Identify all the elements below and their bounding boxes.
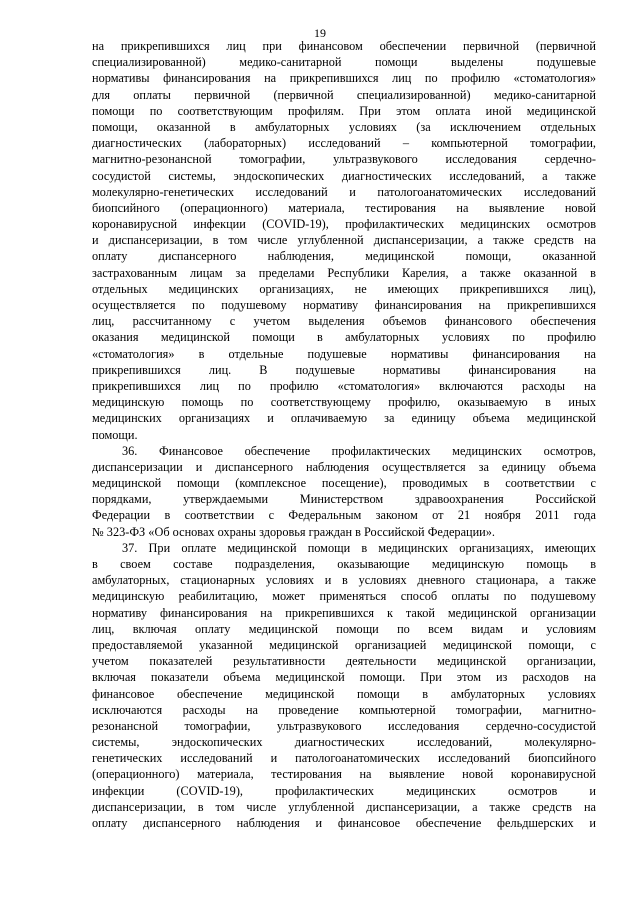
- text-line: на прикрепившихся лиц при финансовом обеспечении первичной (первичной: [92, 39, 596, 53]
- text-line: «стоматология» в отдельные подушевые нормативы финансирования на: [92, 346, 596, 361]
- text-line: медицинскую реабилитацию, может применяться способ оплаты по подушевому: [92, 589, 596, 604]
- text-line: оплату диспансерного наблюдения, медицинской помощи, оказанной: [92, 249, 596, 264]
- text-line: помощи по соответствующим профилям. При этом оплата иной медицинской: [92, 103, 596, 118]
- text-line: медицинских организациях и оплачиваемую за единицу объема медицинской: [92, 411, 596, 426]
- text-line: оплату диспансерного наблюдения и финансовое обеспечение фельдшерских и: [92, 816, 596, 830]
- text-line: исключаются расходы на проведение компьютерной томографии, магнитно-: [92, 702, 596, 717]
- text-line: включая показатели объема медицинской помощи. При этом из расходов на: [92, 670, 596, 685]
- text-line: и диспансеризации, в том числе углубленной диспансеризации, а также средств на: [92, 233, 596, 248]
- text-line: 37. При оплате медицинской помощи в медицинских организациях, имеющих: [122, 540, 596, 555]
- text-line: медицинской помощи (комплексное посещение), проводимых в соответствии с: [92, 476, 596, 491]
- text-line: генетических исследований и патологоанатомических исследований биопсийного: [92, 751, 596, 766]
- text-line: помощи, оказанной в амбулаторных условиях (за исключением отдельных: [92, 119, 596, 134]
- text-line: прикрепившихся лиц по профилю «стоматология» включаются расходы на: [92, 378, 596, 393]
- text-line: Федерации в соответствии с Федеральным законом от 21 ноября 2011 года: [92, 508, 596, 523]
- text-line: сосудистой системы, эндоскопических диагностических исследований, а также: [92, 168, 596, 183]
- text-line: диагностических (лабораторных) исследований – компьютерной томографии,: [92, 136, 596, 151]
- text-line: нормативы финансирования на прикрепившихся лиц по профилю «стоматология»: [92, 71, 596, 86]
- text-line: (операционного) материала, тестирования на выявление новой коронавирусной: [92, 767, 596, 782]
- text-line: молекулярно-генетических исследований и патологоанатомических исследований: [92, 184, 596, 199]
- text-line: инфекции (COVID-19), профилактических медицинских осмотров и: [92, 783, 596, 798]
- text-line: помощи.: [92, 427, 138, 442]
- text-line: лиц, включая оплату медицинской помощи по всем видам и условиям: [92, 621, 596, 636]
- text-line: амбулаторных, стационарных условиях и в условиях дневного стационара, а также: [92, 573, 596, 588]
- text-line: магнитно-резонансной томографии, ультразвукового исследования сердечно-: [92, 152, 596, 167]
- text-line: системы, эндоскопических диагностических исследований, молекулярно-: [92, 735, 596, 750]
- text-line: специализированной) медико-санитарной помощи выделены подушевые: [92, 55, 596, 70]
- text-line: лиц, рассчитанному с учетом выделения объемов финансового обеспечения: [92, 314, 596, 329]
- text-line: застрахованным лицам за пределами Республики Карелия, а также оказанной в: [92, 265, 596, 280]
- text-line: прикрепившихся лиц. В подушевые нормативы финансирования на: [92, 362, 596, 377]
- document-body: [92, 38, 596, 831]
- text-line: № 323-ФЗ «Об основах охраны здоровья граждан в Российской Федерации».: [92, 524, 495, 539]
- text-line: финансовое обеспечение медицинской помощи в амбулаторных условиях: [92, 686, 596, 701]
- text-line: учетом показателей результативности деятельности медицинской организации,: [92, 654, 596, 669]
- text-line: оказания медицинской помощи в амбулаторных условиях по профилю: [92, 330, 596, 345]
- text-line: осуществляется по подушевому нормативу финансирования на прикрепившихся: [92, 298, 596, 312]
- text-line: 36. Финансовое обеспечение профилактических медицинских осмотров,: [122, 443, 596, 458]
- text-line: в своем составе подразделения, оказывающие медицинскую помощь в: [92, 557, 596, 571]
- text-line: порядками, утверждаемыми Министерством здравоохранения Российской: [92, 492, 596, 507]
- text-line: нормативу финансирования на прикрепившихся к такой медицинской организации: [92, 605, 596, 620]
- text-line: диспансеризации и диспансерного наблюдения осуществляется за единицу объема: [92, 459, 596, 474]
- text-line: отдельных медицинских организациях, не имеющих прикрепившихся лиц),: [92, 281, 596, 296]
- text-line: медицинскую помощь по соответствующему профилю, оказываемую в иных: [92, 395, 596, 410]
- text-line: биопсийного (операционного) материала, тестирования на выявление новой: [92, 200, 596, 215]
- text-line: коронавирусной инфекции (COVID-19), профилактических медицинских осмотров: [92, 217, 596, 232]
- text-line: резонансной томографии, ультразвукового исследования сердечно-сосудистой: [92, 718, 596, 733]
- text-line: для оплаты первичной (первичной специализированной) медико-санитарной: [92, 87, 596, 102]
- text-line: диспансеризации, в том числе углубленной диспансеризации, а также средств на: [92, 799, 596, 814]
- page-number: 19: [314, 26, 326, 40]
- text-line: предоставляемой указанной медицинской организацией медицинской помощи, с: [92, 637, 596, 652]
